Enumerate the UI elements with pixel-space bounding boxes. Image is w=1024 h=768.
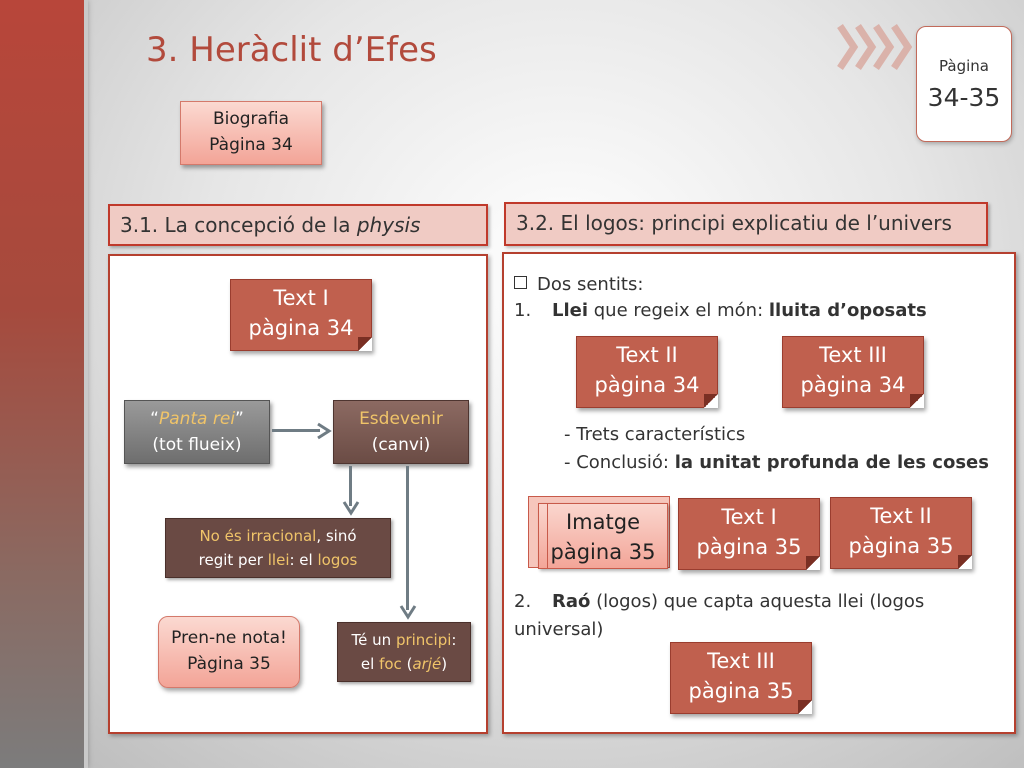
text3-p34-card[interactable]: Text III pàgina 34 <box>782 336 924 408</box>
section2-heading: 3.2. El logos: principi explicatiu de l’univers <box>504 202 988 246</box>
principi-foc-box: Té un principi: el foc (arjé) <box>337 622 471 682</box>
list-item-2: 2. Raó (logos) que capta aquesta llei (logos universal) <box>514 591 925 640</box>
imatge-p35-card[interactable]: Imatge pàgina 35 <box>538 503 668 569</box>
left-decorative-band <box>0 0 84 768</box>
checkbox-bullet-icon <box>514 276 527 289</box>
arrowhead-right-icon <box>316 422 332 440</box>
biography-title: Biografia <box>212 109 290 129</box>
biography-page: Pàgina 34 <box>209 135 293 155</box>
text2-p34-card[interactable]: Text II pàgina 34 <box>576 336 718 408</box>
arrowhead-down-icon <box>399 604 417 620</box>
biography-note[interactable] <box>180 101 322 165</box>
text1-p35-card[interactable]: Text I pàgina 35 <box>678 498 820 570</box>
panta-rei-box: “Panta rei” (tot flueix) <box>124 400 270 464</box>
list-item-1: 1. Llei que regeix el món: lluita d’oposats <box>514 300 927 321</box>
imatge-card-strip <box>538 503 548 569</box>
arrowhead-down-icon <box>342 500 360 516</box>
esdevenir-box: Esdevenir (canvi) <box>333 400 469 464</box>
section1-heading: 3.1. La concepció de la physis <box>108 204 488 246</box>
page-number: 34-35 <box>927 83 1001 112</box>
arrow-panta-to-esdevenir <box>272 429 320 432</box>
text1-p34-card[interactable]: Text I pàgina 34 <box>230 279 372 351</box>
arrow-esdevenir-to-teun <box>406 466 409 610</box>
no-irracional-box: No és irracional, sinó regit per llei: el logos <box>165 518 391 578</box>
dos-sentits-bullet: Dos sentits: <box>514 274 643 295</box>
trets-line: - Trets característics <box>564 424 746 445</box>
pren-nota-note[interactable]: Pren-ne nota! Pàgina 35 <box>158 616 300 688</box>
page-label: Pàgina <box>939 57 989 75</box>
text2-p35-card[interactable]: Text II pàgina 35 <box>830 497 972 569</box>
page-reference-box <box>916 26 1012 142</box>
conclusio-line: - Conclusió: la unitat profunda de les coses <box>564 452 989 473</box>
slide-title: 3. Heràclit d’Efes <box>146 30 437 70</box>
text3-p35-card[interactable]: Text III pàgina 35 <box>670 642 812 714</box>
chevrons-decoration-icon <box>836 22 916 72</box>
left-band-divider <box>84 0 88 768</box>
